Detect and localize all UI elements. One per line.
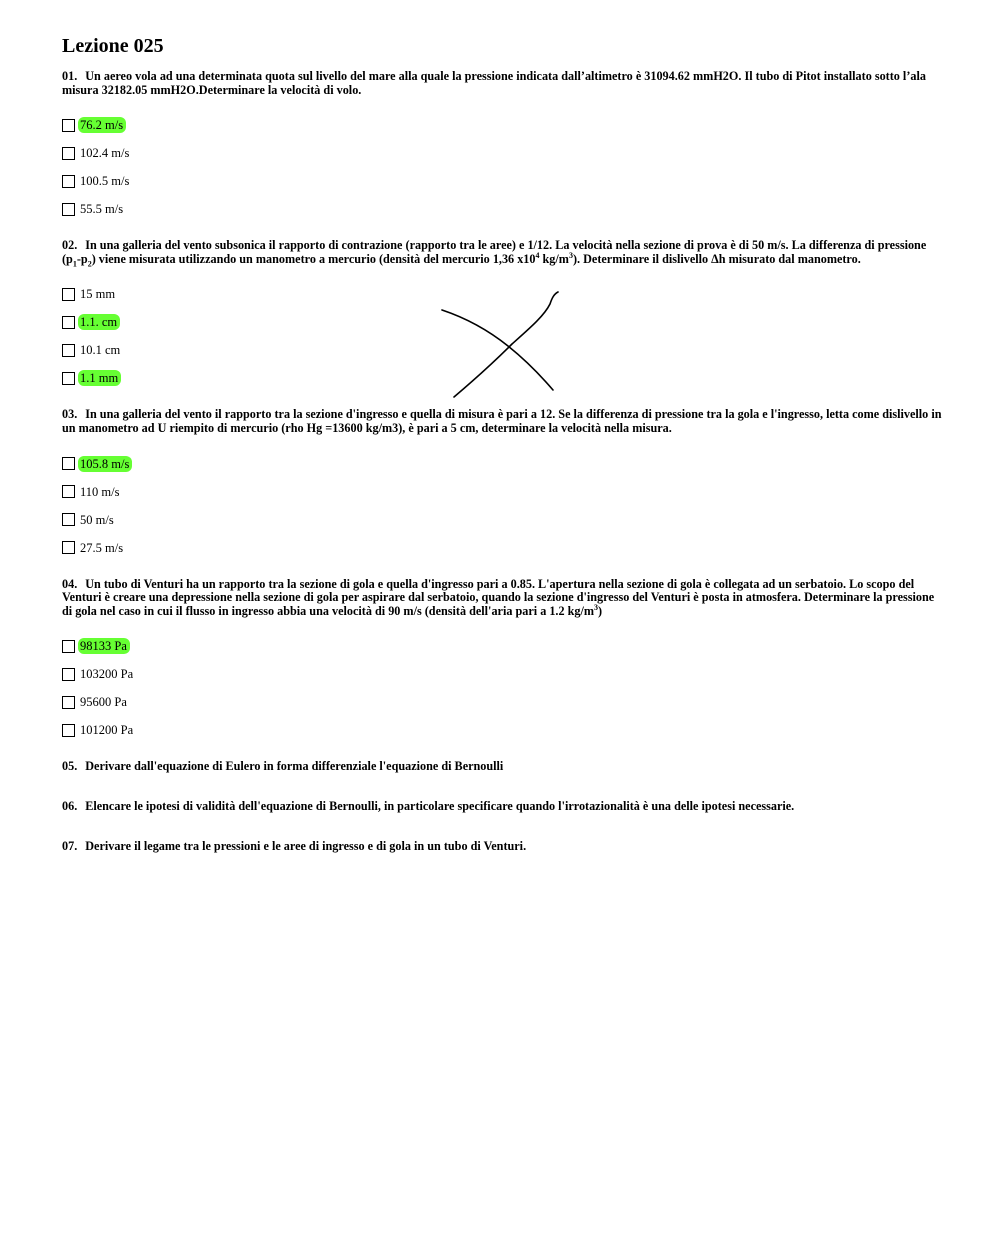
- answer-option[interactable]: [62, 167, 942, 195]
- question-number: 04.: [62, 576, 78, 591]
- answer-option[interactable]: [62, 688, 942, 716]
- checkbox-icon[interactable]: [62, 668, 75, 681]
- answer-option[interactable]: [62, 195, 942, 223]
- question-body: Un aereo vola ad una determinata quota sul livello del mare alla quale la pressione indicata dall’altimetro è 31094.62 mmH2O. Il tubo di Pitot installato sotto l’ala misura 32182.05 mmH2O.Determinare la velocità di volo.: [62, 69, 926, 97]
- answer-label: 102.4 m/s: [80, 146, 130, 161]
- question-number: 03.: [62, 407, 78, 422]
- answer-option[interactable]: [62, 534, 942, 562]
- question-03: [62, 408, 942, 561]
- question-text: [62, 408, 942, 435]
- question-text: [62, 840, 942, 854]
- answer-label: 110 m/s: [80, 484, 120, 499]
- checkbox-icon[interactable]: [62, 640, 75, 653]
- checkbox-icon[interactable]: [62, 288, 75, 301]
- answer-label: 76.2 m/s: [78, 117, 126, 133]
- answer-label: 95600 Pa: [80, 695, 127, 710]
- question-body-part: ): [598, 603, 603, 618]
- checkbox-icon[interactable]: [62, 696, 75, 709]
- answer-option[interactable]: [62, 139, 942, 167]
- answer-option[interactable]: [62, 716, 942, 744]
- checkbox-icon[interactable]: [62, 316, 75, 329]
- question-body-part: kg/m: [539, 251, 569, 266]
- question-body-part: ) viene misurata utilizzando un manometro a mercurio (densità del mercurio 1,36 x10: [91, 251, 536, 266]
- answer-option[interactable]: [62, 632, 942, 660]
- checkbox-icon[interactable]: [62, 513, 75, 526]
- answer-label: 55.5 m/s: [80, 202, 124, 217]
- superscript: 4: [535, 250, 540, 260]
- question-body: Elencare le ipotesi di validità dell'equazione di Bernoulli, in particolare specificare quando l'irrotazionalità è una delle ipotesi necessarie.: [85, 798, 795, 813]
- question-text: [62, 70, 942, 97]
- question-07: [62, 840, 942, 854]
- answer-label: 100.5 m/s: [80, 174, 130, 189]
- question-body: Derivare dall'equazione di Eulero in forma differenziale l'equazione di Bernoulli: [85, 759, 504, 774]
- page-title: Lezione 025: [62, 35, 164, 57]
- question-text: [62, 578, 942, 619]
- checkbox-icon[interactable]: [62, 541, 75, 554]
- checkbox-icon[interactable]: [62, 372, 75, 385]
- question-body-part: ). Determinare il dislivello Δh misurato dal manometro.: [572, 251, 861, 266]
- checkbox-icon[interactable]: [62, 175, 75, 188]
- answer-label: 10.1 cm: [80, 343, 121, 358]
- answer-list: [62, 632, 942, 744]
- checkbox-icon[interactable]: [62, 203, 75, 216]
- answer-label: 98133 Pa: [78, 638, 130, 654]
- answer-label: 27.5 m/s: [80, 540, 124, 555]
- question-number: 05.: [62, 759, 78, 774]
- answer-list: [62, 111, 942, 223]
- question-06: [62, 800, 942, 814]
- answer-label: 105.8 m/s: [78, 456, 132, 472]
- answer-label: 1.1. cm: [78, 314, 120, 330]
- question-text: [62, 238, 942, 269]
- superscript: 3: [594, 602, 599, 612]
- question-number: 07.: [62, 838, 78, 853]
- checkbox-icon[interactable]: [62, 457, 75, 470]
- subscript: 1: [72, 259, 77, 269]
- answer-option[interactable]: [62, 478, 942, 506]
- question-body: In una galleria del vento il rapporto tra la sezione d'ingresso e quella di misura è pari a 12. Se la differenza di pressione tra la gola e l'ingresso, letta come dislivello in un manometro ad U riempito di mercurio (rho Hg =13600 kg/m3), è pari a 5 cm, determinare la velocità nella misura.: [62, 407, 942, 435]
- answer-label: 50 m/s: [80, 512, 114, 527]
- answer-label: 1.1 mm: [78, 370, 121, 386]
- superscript: 3: [568, 250, 573, 260]
- document-page: [62, 34, 942, 879]
- question-text: [62, 800, 942, 814]
- question-04: [62, 578, 942, 745]
- answer-label: 15 mm: [80, 287, 116, 302]
- question-number: 02.: [62, 238, 78, 253]
- question-number: 01.: [62, 69, 78, 83]
- question-number: 06.: [62, 798, 78, 813]
- question-05: [62, 760, 942, 774]
- checkbox-icon[interactable]: [62, 485, 75, 498]
- answer-option[interactable]: [62, 660, 942, 688]
- answer-option[interactable]: [62, 506, 942, 534]
- answer-option[interactable]: [62, 450, 942, 478]
- checkbox-icon[interactable]: [62, 724, 75, 737]
- checkbox-icon[interactable]: [62, 119, 75, 132]
- handwritten-cross-icon: [436, 288, 566, 403]
- question-body-part: In una galleria del vento subsonica il rapporto di contrazione (rapporto tra le aree) e 1/12. La velocità nella sezione di prova è di 50 m/s. La differenza di pressione (p: [62, 238, 927, 266]
- answer-option[interactable]: [62, 111, 942, 139]
- checkbox-icon[interactable]: [62, 344, 75, 357]
- subscript: 2: [87, 259, 92, 269]
- answer-label: 101200 Pa: [80, 723, 134, 738]
- question-body-part: -p: [76, 251, 88, 266]
- question-body: Derivare il legame tra le pressioni e le aree di ingresso e di gola in un tubo di Venturi.: [85, 838, 527, 853]
- answer-label: 103200 Pa: [80, 667, 134, 682]
- answer-list: [62, 450, 942, 562]
- question-text: [62, 760, 942, 774]
- question-01: [62, 70, 942, 223]
- checkbox-icon[interactable]: [62, 147, 75, 160]
- question-body-part: Un tubo di Venturi ha un rapporto tra la sezione di gola e quella d'ingresso pari a 0.85. L'apertura nella sezione di gola è collegata ad un serbatoio. Lo scopo del Venturi è creare una depressione nella sezione di gola per aspirare dal serbatoio, quando la sezione d'ingresso del Venturi è posta in atmosfera. Determinare la pressione di gola nel caso in cui il flusso in ingresso abbia una velocità di 90 m/s (densità dell'aria pari a 1.2 kg/m: [62, 576, 935, 618]
